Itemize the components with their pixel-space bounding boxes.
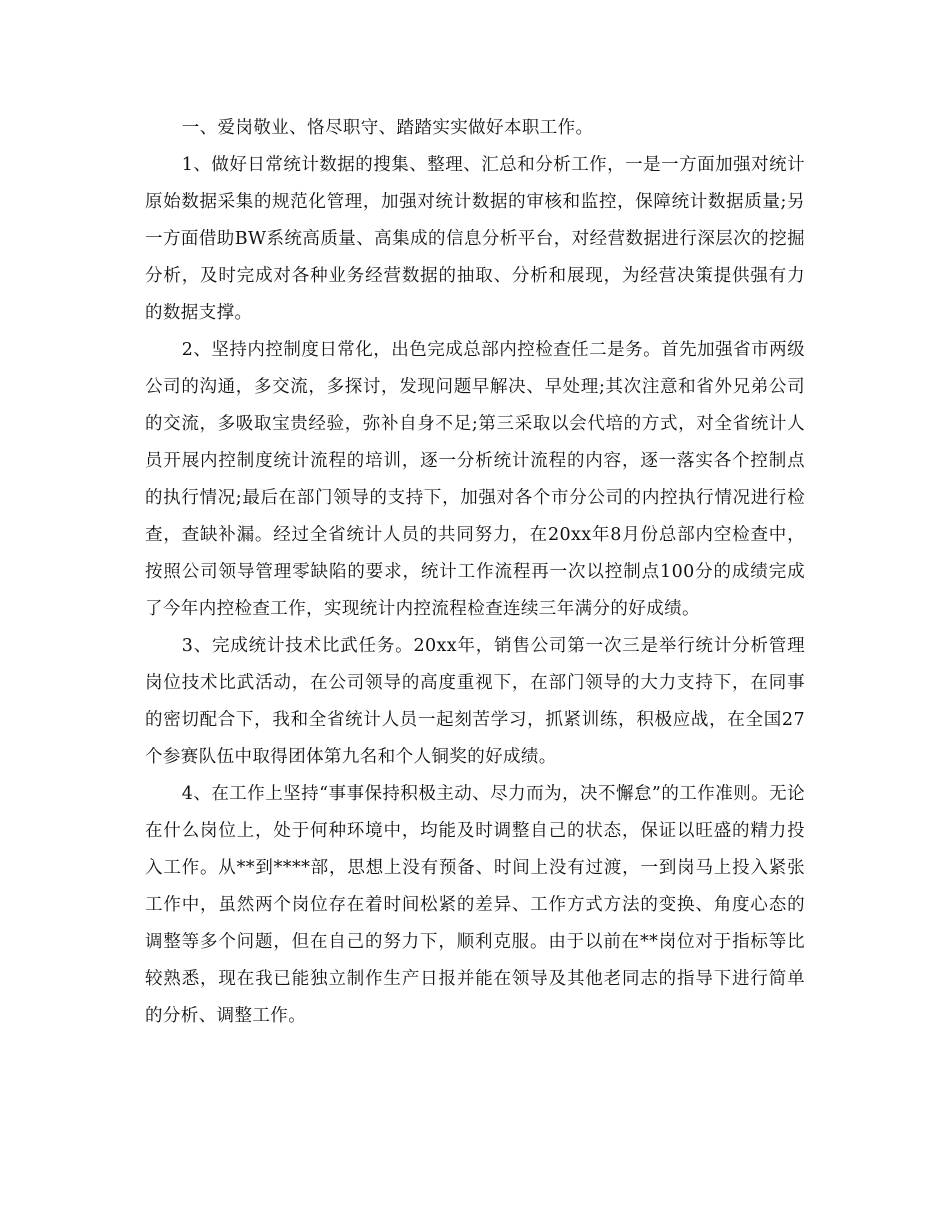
paragraph-2: 2、坚持内控制度日常化，出色完成总部内控检查任二是务。首先加强省市两级公司的沟通，多交流，多探讨，发现问题早解决、早处理;其次注意和省外兄弟公司的交流，多吸取宝贵经验，弥补自身不足;第三采取以会代培的方式，对全省统计人员开展内控制度统计流程的培训，逐一分析统计流程的内容，逐一落实各个控制点的执行情况;最后在部门领导的支持下，加强对各个市分公司的内控执行情况进行检查，查缺补漏。经过全省统计人员的共同努力，在20xx年8月份总部内空检查中，按照公司领导管理零缺陷的要求，统计工作流程再一次以控制点100分的成绩完成了今年内控检查工作，实现统计内控流程检查连续三年满分的好成绩。 <box>145 340 805 619</box>
section-heading: 一、爱岗敬业、恪尽职守、踏踏实实做好本职工作。 <box>181 118 594 138</box>
paragraph-1: 1、做好日常统计数据的搜集、整理、汇总和分析工作，一是一方面加强对统计原始数据采集的规范化管理，加强对统计数据的审核和监控，保障统计数据质量;另一方面借助BW系统高质量、高集成的信息分析平台，对经营数据进行深层次的挖掘分析，及时完成对各种业务经营数据的抽取、分析和展现，为经营决策提供强有力的数据支撑。 <box>145 155 805 323</box>
document-body <box>145 110 805 1035</box>
paragraph-4: 4、在工作上坚持“事事保持积极主动、尽力而为，决不懈怠”的工作准则。无论在什么岗位上，处于何种环境中，均能及时调整自己的状态，保证以旺盛的精力投入工作。从**到****部，思想上没有预备、时间上没有过渡，一到岗马上投入紧张工作中，虽然两个岗位存在着时间松紧的差异、工作方式方法的变换、角度心态的调整等多个问题，但在自己的努力下，顺利克服。由于以前在**岗位对于指标等比较熟悉，现在我已能独立制作生产日报并能在领导及其他老同志的指导下进行简单的分析、调整工作。 <box>145 784 805 1026</box>
paragraph-3: 3、完成统计技术比武任务。20xx年，销售公司第一次三是举行统计分析管理岗位技术比武活动，在公司领导的高度重视下，在部门领导的大力支持下，在同事的密切配合下，我和全省统计人员一起刻苦学习，抓紧训练，积极应战，在全国27个参赛队伍中取得团体第九名和个人铜奖的好成绩。 <box>145 636 805 767</box>
